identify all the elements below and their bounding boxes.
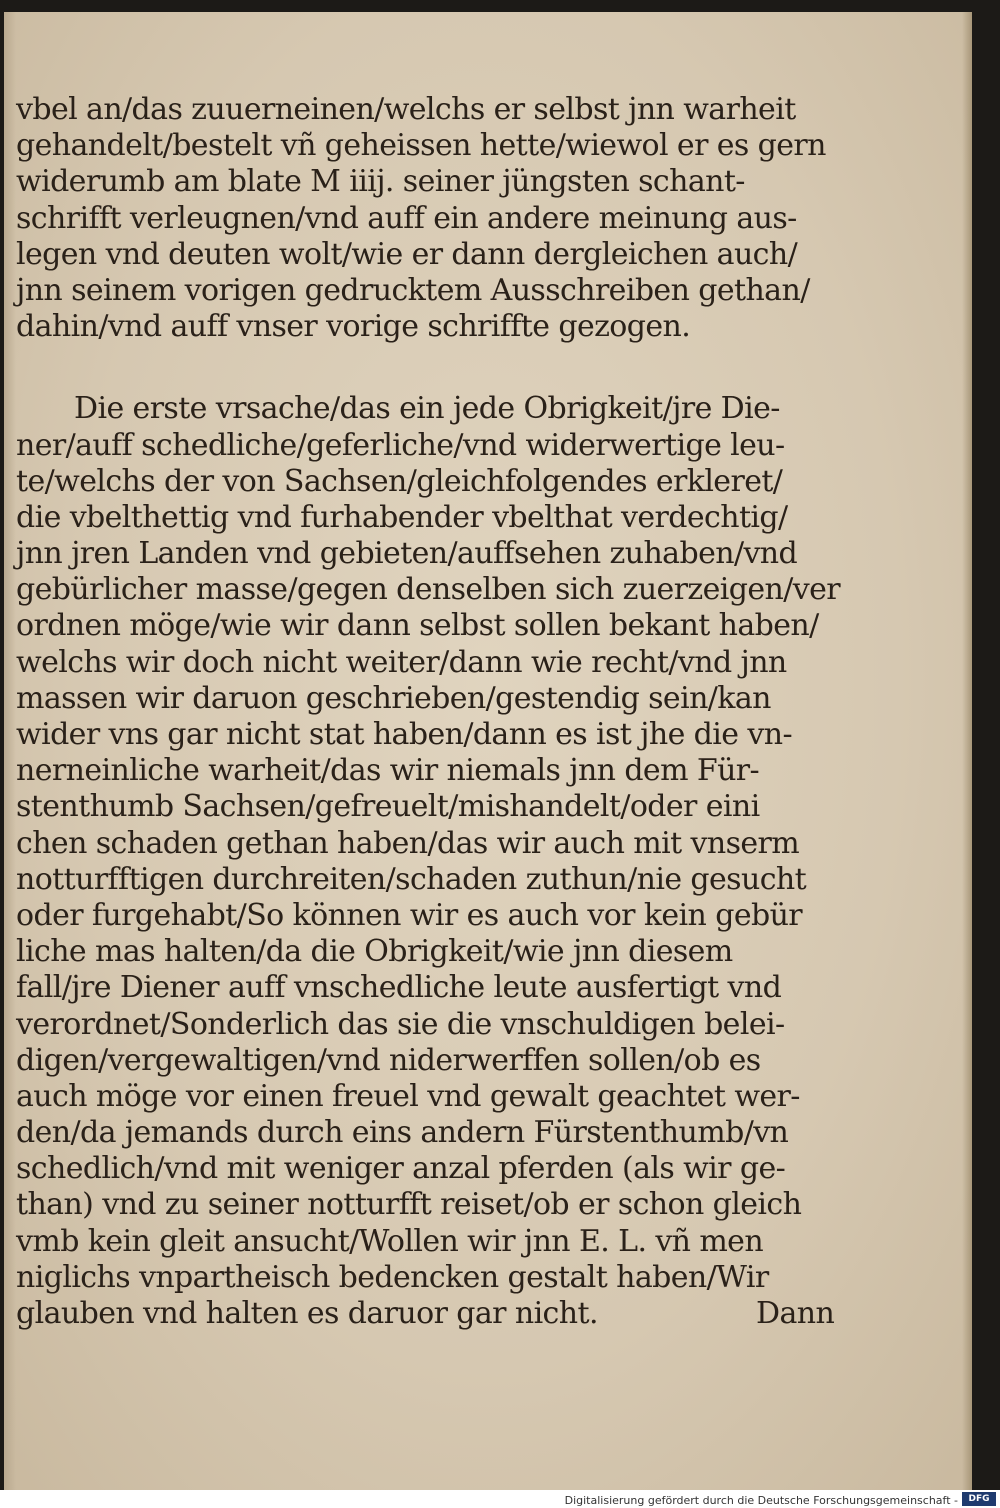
text-line: stenthumb Sachsen/gefreuelt/mishandelt/oder eini bbox=[16, 789, 760, 825]
footer-credit: Digitalisierung gefördert durch die Deutsche Forschungsgemeinschaft - bbox=[564, 1494, 958, 1507]
text-line: wider vns gar nicht stat haben/dann es ist jhe die vn- bbox=[16, 717, 792, 752]
dfg-logo: DFG bbox=[962, 1492, 996, 1506]
text-line: vmb kein gleit ansucht/Wollen wir jnn E. L. vñ men bbox=[16, 1223, 764, 1259]
page-spine-shadow bbox=[4, 12, 16, 1490]
text-line: chen schaden gethan haben/das wir auch mit vnserm bbox=[16, 825, 800, 861]
text-line: digen/vergewaltigen/vnd niderwerffen sollen/ob es bbox=[16, 1042, 761, 1078]
text-line: verordnet/Sonderlich das sie die vnschuldigen belei- bbox=[16, 1006, 785, 1042]
page-text bbox=[16, 92, 876, 1332]
text-line: nerneinliche warheit/das wir niemals jnn dem Für- bbox=[16, 753, 760, 789]
text-line: widerumb am blate M iiij. seiner jüngsten schant- bbox=[16, 164, 745, 200]
text-line: liche mas halten/da die Obrigkeit/wie jnn diesem bbox=[16, 934, 733, 970]
catchword: Dann bbox=[756, 1296, 835, 1331]
text-line: den/da jemands durch eins andern Fürstenthumb/vn bbox=[16, 1115, 789, 1151]
text-line: ner/auff schedliche/geferliche/vnd widerwertige leu- bbox=[16, 427, 785, 463]
text-line: jnn jren Landen vnd gebieten/auffsehen zuhaben/vnd bbox=[16, 536, 798, 572]
text-line: schrifft verleugnen/vnd auff ein andere meinung aus- bbox=[16, 200, 797, 236]
text-line: welchs wir doch nicht weiter/dann wie recht/vnd jnn bbox=[16, 644, 787, 680]
text-line: fall/jre Diener auff vnschedliche leute ausfertigt vnd bbox=[16, 970, 782, 1006]
paragraph-gap bbox=[16, 345, 876, 391]
text-line: die vbelthettig vnd furhabender vbelthat verdechtig/ bbox=[16, 499, 788, 535]
text-line: Die erste vrsache/das ein jede Obrigkeit/jre Die- bbox=[74, 391, 780, 427]
text-line: niglichs vnpartheisch bedencken gestalt haben/Wir bbox=[16, 1259, 769, 1295]
text-line: te/welchs der von Sachsen/gleichfolgendes erkleret/ bbox=[16, 463, 783, 499]
text-line: ordnen möge/wie wir dann selbst sollen bekant haben/ bbox=[16, 608, 819, 644]
text-line: gebürlicher masse/gegen denselben sich zuerzeigen/ver bbox=[16, 572, 841, 608]
text-line: than) vnd zu seiner notturfft reiset/ob er schon gleich bbox=[16, 1187, 802, 1223]
text-line: schedlich/vnd mit weniger anzal pferden (als wir ge- bbox=[16, 1151, 786, 1187]
text-line: legen vnd deuten wolt/wie er dann dergleichen auch/ bbox=[16, 236, 798, 272]
text-line: auch möge vor einen freuel vnd gewalt geachtet wer- bbox=[16, 1078, 800, 1114]
text-line: oder furgehabt/So können wir es auch vor kein gebür bbox=[16, 897, 803, 933]
text-line: jnn seinem vorigen gedrucktem Ausschreiben gethan/ bbox=[16, 272, 810, 308]
book-page bbox=[4, 12, 972, 1490]
text-line: notturfftigen durchreiten/schaden zuthun/nie gesucht bbox=[16, 861, 807, 897]
text-line: glauben vnd halten es daruor gar nicht. Dann bbox=[16, 1296, 835, 1331]
text-line: gehandelt/bestelt vñ geheissen hette/wiewol er es gern bbox=[16, 128, 826, 164]
text-line: massen wir daruon geschrieben/gestendig sein/kan bbox=[16, 680, 771, 716]
text-line: dahin/vnd auff vnser vorige schriffte gezogen. bbox=[16, 309, 691, 345]
page-edge-shadow bbox=[962, 12, 972, 1490]
text-line: vbel an/das zuuerneinen/welchs er selbst jnn warheit bbox=[16, 92, 796, 127]
